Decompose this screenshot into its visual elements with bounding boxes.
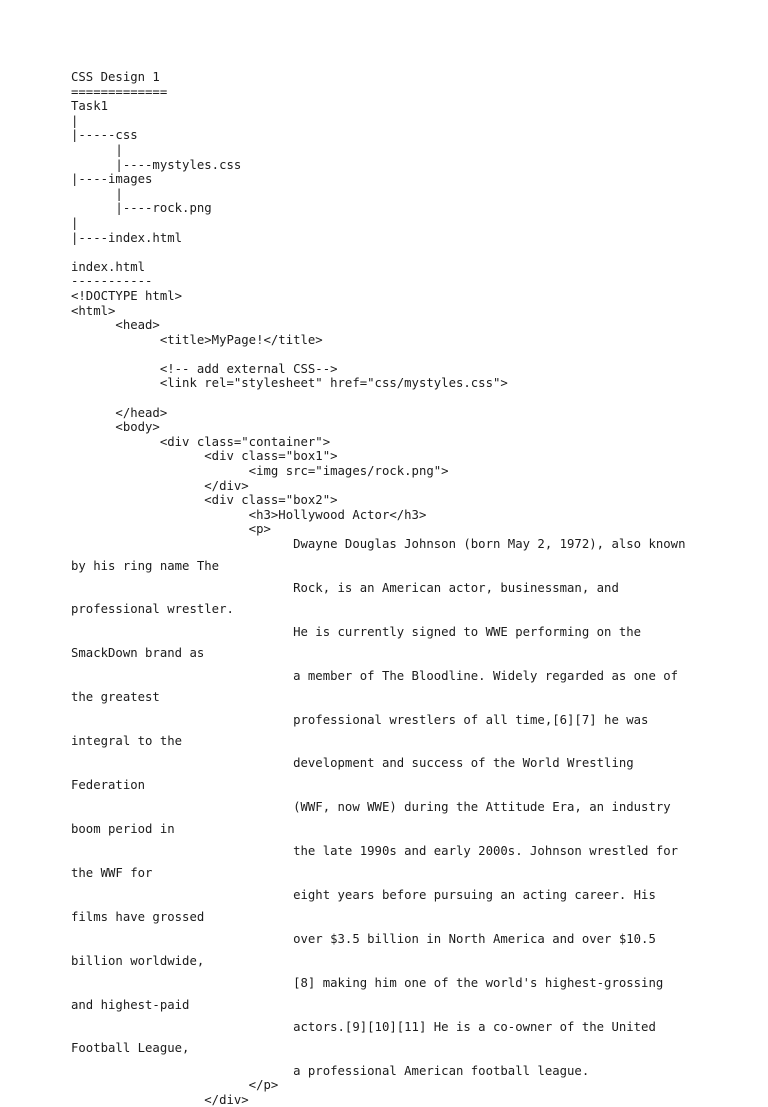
tree-line: |: [71, 215, 79, 230]
tree-line: |----rock.png: [71, 201, 212, 216]
paragraph-line: Rock, is an American actor, businessman, and: [71, 580, 619, 595]
code-line: <!DOCTYPE html>: [71, 288, 183, 303]
paragraph-line: professional wrestlers of all time,[6][7] he was: [71, 712, 649, 727]
code-line: </head>: [71, 405, 168, 420]
paragraph-line: the late 1990s and early 2000s. Johnson wrestled for: [71, 844, 679, 859]
doc-title: CSS Design 1: [71, 70, 160, 84]
paragraph-line: actors.[9][10][11] He is a co-owner of the United: [71, 1019, 656, 1034]
paragraph-wrap: Federation: [71, 778, 146, 793]
paragraph-line: He is currently signed to WWE performing on the: [71, 624, 642, 639]
code-line: </div>: [71, 478, 249, 493]
code-line: <!-- add external CSS-->: [71, 361, 338, 376]
blank-line: [71, 347, 731, 362]
tree-line: |----images: [71, 172, 153, 187]
code-line: <img src="images/rock.png">: [71, 464, 449, 479]
code-line: <link rel="stylesheet" href="css/mystyles.css">: [71, 376, 508, 391]
paragraph-wrap: the greatest: [71, 690, 160, 705]
code-line: <h3>Hollywood Actor</h3>: [71, 507, 427, 522]
paragraph-wrap: Football League,: [71, 1041, 190, 1056]
paragraph-line: over $3.5 billion in North America and over $10.5: [71, 932, 656, 947]
section-underline: -----------: [71, 274, 153, 289]
blank-line: [71, 245, 731, 260]
code-line: <div class="box1">: [71, 449, 338, 464]
code-line: <div class="box2">: [71, 493, 338, 508]
paragraph-line: (WWF, now WWE) during the Attitude Era, an industry: [71, 800, 671, 815]
code-line: </p>: [71, 1078, 279, 1093]
tree-root: Task1: [71, 99, 109, 114]
paragraph-wrap: films have grossed: [71, 909, 205, 924]
code-line: </div>: [71, 1092, 249, 1107]
paragraph-wrap: boom period in: [71, 821, 175, 836]
tree-line: |: [71, 142, 123, 157]
paragraph-line: a member of The Bloodline. Widely regarded as one of: [71, 668, 679, 683]
tree-line: |----index.html: [71, 230, 183, 245]
paragraph-line: a professional American football league.: [71, 1063, 590, 1078]
paragraph-wrap: and highest-paid: [71, 997, 190, 1012]
tree-line: |: [71, 186, 123, 201]
paragraph-line: eight years before pursuing an acting career. His: [71, 888, 656, 903]
paragraph-wrap: SmackDown brand as: [71, 646, 205, 661]
tree-line: |-----css: [71, 128, 138, 143]
code-line: <div class="container">: [71, 434, 331, 449]
paragraph-wrap: by his ring name The: [71, 558, 220, 573]
paragraph-wrap: the WWF for: [71, 865, 153, 880]
code-line: <head>: [71, 318, 160, 333]
title-underline: =============: [71, 84, 168, 99]
paragraph-wrap: professional wrestler.: [71, 602, 234, 617]
code-line: <p>: [71, 522, 271, 537]
code-line: <title>MyPage!</title>: [71, 332, 323, 347]
paragraph-wrap: billion worldwide,: [71, 953, 205, 968]
paragraph-line: [8] making him one of the world's highest-grossing: [71, 975, 664, 990]
paragraph-line: development and success of the World Wrestling: [71, 756, 634, 771]
section-title: index.html: [71, 259, 146, 274]
paragraph-line: Dwayne Douglas Johnson (born May 2, 1972), also known: [71, 537, 686, 551]
code-line: <html>: [71, 303, 116, 318]
tree-line: |: [71, 113, 79, 128]
tree-line: |----mystyles.css: [71, 157, 242, 172]
blank-line: [71, 391, 731, 406]
document-page: [71, 70, 731, 1107]
code-line: <body>: [71, 420, 160, 435]
paragraph-wrap: integral to the: [71, 734, 183, 749]
